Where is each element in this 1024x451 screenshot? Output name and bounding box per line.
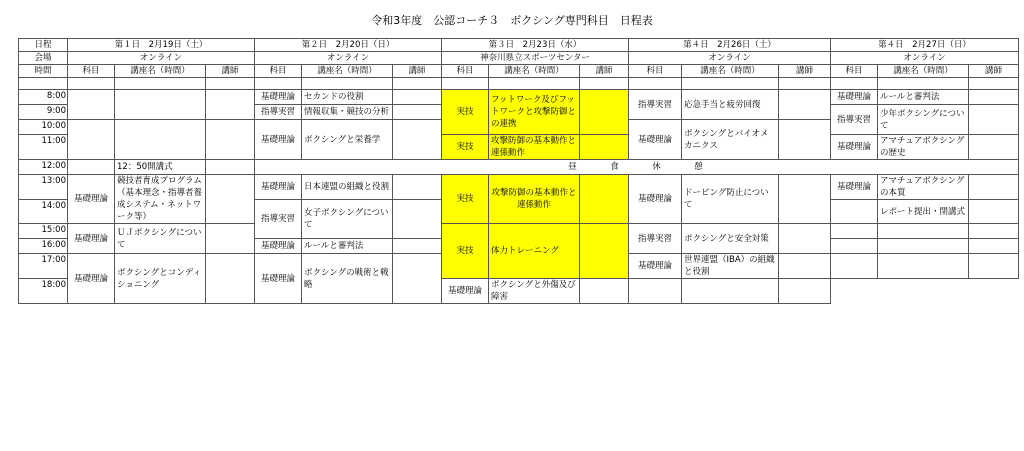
d2-course: ボクシングの戦術と戦略 xyxy=(302,254,393,304)
lecturer-header: 講師 xyxy=(779,65,831,78)
opening-ceremony: 12：50開講式 xyxy=(115,160,206,175)
d5-course: ルールと審判法 xyxy=(878,90,969,105)
d1-course: 競技者育成プログラム（基本理念・指導者養成システム・ネットワーク等） xyxy=(115,175,206,224)
d5-course: 少年ボクシングについて xyxy=(878,105,969,135)
day-5-venue: オンライン xyxy=(831,52,1019,65)
course-header: 講座名（時間） xyxy=(302,65,393,78)
d5-course: レポート提出・閉講式 xyxy=(878,200,969,224)
course-header: 講座名（時間） xyxy=(878,65,969,78)
d5-subject xyxy=(831,200,878,224)
d4-subject: 基礎理論 xyxy=(629,254,682,279)
spacer-row xyxy=(19,78,1019,90)
time-cell: 17:00 xyxy=(19,254,68,279)
d4-subject: 基礎理論 xyxy=(442,279,489,304)
d5-subject: 基礎理論 xyxy=(831,90,878,105)
d1-course: ボクシングとコンディショニング xyxy=(115,254,206,304)
page-title: 令和3年度 公認コーチ３ ボクシング専門科目 日程表 xyxy=(371,14,653,27)
lecturer-header: 講師 xyxy=(580,65,629,78)
d2-subject: 基礎理論 xyxy=(255,175,302,200)
date-row xyxy=(19,39,1019,52)
d4-course: ボクシングとバイオメカニクス xyxy=(682,120,779,160)
d2-subject: 基礎理論 xyxy=(255,90,302,105)
venue-row xyxy=(19,52,1019,65)
d4-course: 世界連盟（IBA）の組織と役割 xyxy=(682,254,779,279)
subject-header: 科目 xyxy=(68,65,115,78)
d3-subject: 実技 xyxy=(442,135,489,160)
d5-subject: 基礎理論 xyxy=(831,135,878,160)
d2-subject: 指導実習 xyxy=(255,105,302,120)
d3-course: フットワーク及びフットワークと攻撃防御との連携 xyxy=(489,90,580,135)
day-4-date: 第４日 2月26日（土） xyxy=(629,39,831,52)
subject-header: 科目 xyxy=(831,65,878,78)
time-cell: 14:00 xyxy=(19,200,68,224)
d2-course: セカンドの役割 xyxy=(302,90,393,105)
d1-subject: 基礎理論 xyxy=(68,175,115,224)
time-cell: 18:00 xyxy=(19,279,68,304)
day-2-date: 第２日 2月20日（日） xyxy=(255,39,442,52)
time-cell: 10:00 xyxy=(19,120,68,135)
d4-subject: 基礎理論 xyxy=(629,120,682,160)
d3-subject: 実技 xyxy=(442,90,489,135)
d5-subject: 指導実習 xyxy=(831,105,878,135)
time-cell: 8:00 xyxy=(19,90,68,105)
time-cell: 13:00 xyxy=(19,175,68,200)
d2-course: 女子ボクシングについて xyxy=(302,200,393,239)
time-cell: 11:00 xyxy=(19,135,68,160)
schedule-table xyxy=(18,38,1019,304)
d2-course: ボクシングと栄養学 xyxy=(302,120,393,160)
d4-course: ボクシングと安全対策 xyxy=(682,224,779,254)
date-label: 日程 xyxy=(19,39,68,52)
lunch-break: 昼 食 休 憩 xyxy=(255,160,1019,175)
d1-subject: 基礎理論 xyxy=(68,254,115,304)
d3-subject: 実技 xyxy=(442,224,489,279)
d5-course: アマチュアボクシングの歴史 xyxy=(878,135,969,160)
d3-course: 攻撃防御の基本動作と連係動作 xyxy=(489,175,580,224)
day-3-venue: 神奈川県立スポーツセンター xyxy=(442,52,629,65)
time-cell: 9:00 xyxy=(19,105,68,120)
subject-header: 科目 xyxy=(255,65,302,78)
d2-course: ルールと審判法 xyxy=(302,239,393,254)
d3-course: 攻撃防御の基本動作と連係動作 xyxy=(489,135,580,160)
d4-subject: 指導実習 xyxy=(629,224,682,254)
d1-course: ＵＪボクシングについて xyxy=(115,224,206,254)
d2-subject: 基礎理論 xyxy=(255,239,302,254)
day-3-date: 第３日 2月23日（水） xyxy=(442,39,629,52)
d3-subject: 実技 xyxy=(442,175,489,224)
d3-course: 体力トレーニング xyxy=(489,224,580,279)
subject-header: 科目 xyxy=(629,65,682,78)
column-header-row xyxy=(19,65,1019,78)
day-1-date: 第１日 2月19日（土） xyxy=(68,39,255,52)
lecturer-header: 講師 xyxy=(969,65,1019,78)
time-cell: 12:00 xyxy=(19,160,68,175)
d4-course: ドーピング防止について xyxy=(682,175,779,224)
time-cell: 16:00 xyxy=(19,239,68,254)
course-header: 講座名（時間） xyxy=(682,65,779,78)
d2-subject: 基礎理論 xyxy=(255,120,302,160)
time-label: 時間 xyxy=(19,65,68,78)
subject-header: 科目 xyxy=(442,65,489,78)
d4-course: ボクシングと外傷及び障害 xyxy=(489,279,580,304)
time-cell: 15:00 xyxy=(19,224,68,239)
d4-course: 応急手当と疲労回復 xyxy=(682,90,779,120)
lecturer-header: 講師 xyxy=(393,65,442,78)
course-header: 講座名（時間） xyxy=(489,65,580,78)
d5-subject: 基礎理論 xyxy=(831,175,878,200)
d2-course: 日本連盟の組織と役割 xyxy=(302,175,393,200)
day-5-date: 第４日 2月27日（日） xyxy=(831,39,1019,52)
d2-course: 情報収集・競技の分析 xyxy=(302,105,393,120)
d1-subject: 基礎理論 xyxy=(68,224,115,254)
d2-subject: 指導実習 xyxy=(255,200,302,239)
venue-label: 会場 xyxy=(19,52,68,65)
d2-subject: 基礎理論 xyxy=(255,254,302,304)
d4-subject: 基礎理論 xyxy=(629,175,682,224)
d4-subject: 指導実習 xyxy=(629,90,682,120)
day-4-venue: オンライン xyxy=(629,52,831,65)
day-1-venue: オンライン xyxy=(68,52,255,65)
lecturer-header: 講師 xyxy=(206,65,255,78)
day-2-venue: オンライン xyxy=(255,52,442,65)
course-header: 講座名（時間） xyxy=(115,65,206,78)
d5-course: アマチュアボクシングの本質 xyxy=(878,175,969,200)
